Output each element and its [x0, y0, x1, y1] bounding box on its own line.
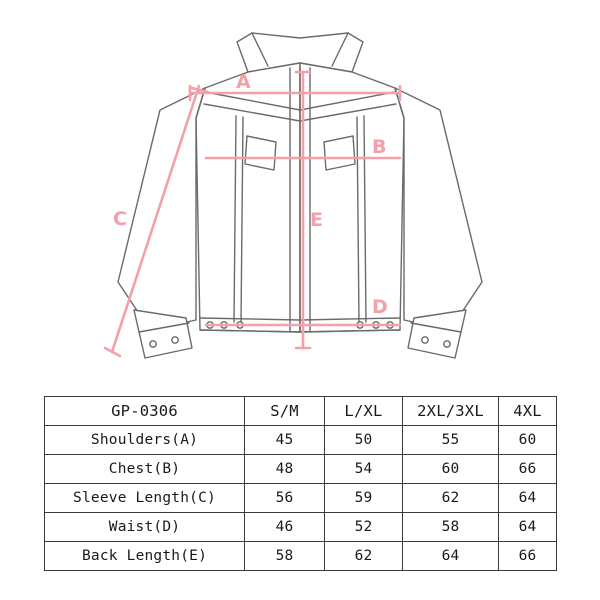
cell-chest-sm: 48 — [245, 455, 325, 484]
cell-sleeve-2xl3xl: 62 — [403, 484, 499, 513]
dimension-label-c: C — [113, 208, 127, 230]
cell-waist-lxl: 52 — [325, 513, 403, 542]
dimension-label-e: E — [310, 209, 323, 231]
cell-sleeve-lxl: 59 — [325, 484, 403, 513]
cell-waist-2xl3xl: 58 — [403, 513, 499, 542]
table-header-sm: S/M — [245, 397, 325, 426]
table-header-2xl3xl: 2XL/3XL — [403, 397, 499, 426]
cell-shoulders-sm: 45 — [245, 426, 325, 455]
cell-back-lxl: 62 — [325, 542, 403, 571]
cell-back-sm: 58 — [245, 542, 325, 571]
dimension-label-d: D — [372, 296, 388, 318]
cell-chest-4xl: 66 — [499, 455, 557, 484]
cell-back-2xl3xl: 64 — [403, 542, 499, 571]
table-row — [45, 484, 557, 513]
cell-shoulders-4xl: 60 — [499, 426, 557, 455]
table-header-model: GP-0306 — [45, 397, 245, 426]
row-label-chest: Chest(B) — [45, 455, 245, 484]
dimension-label-b: B — [372, 136, 387, 158]
cell-waist-sm: 46 — [245, 513, 325, 542]
cell-sleeve-4xl: 64 — [499, 484, 557, 513]
cell-chest-2xl3xl: 60 — [403, 455, 499, 484]
table-row — [45, 455, 557, 484]
cell-waist-4xl: 64 — [499, 513, 557, 542]
cell-chest-lxl: 54 — [325, 455, 403, 484]
table-row — [45, 513, 557, 542]
table-row — [45, 426, 557, 455]
row-label-shoulders: Shoulders(A) — [45, 426, 245, 455]
table-header-lxl: L/XL — [325, 397, 403, 426]
cell-shoulders-2xl3xl: 55 — [403, 426, 499, 455]
dimension-label-a: A — [236, 71, 251, 93]
size-table — [44, 396, 557, 571]
row-label-waist: Waist(D) — [45, 513, 245, 542]
table-header-row — [45, 397, 557, 426]
table-header-4xl: 4XL — [499, 397, 557, 426]
row-label-sleeve-length: Sleeve Length(C) — [45, 484, 245, 513]
cell-shoulders-lxl: 50 — [325, 426, 403, 455]
row-label-back-length: Back Length(E) — [45, 542, 245, 571]
cell-back-4xl: 66 — [499, 542, 557, 571]
table-row — [45, 542, 557, 571]
cell-sleeve-sm: 56 — [245, 484, 325, 513]
